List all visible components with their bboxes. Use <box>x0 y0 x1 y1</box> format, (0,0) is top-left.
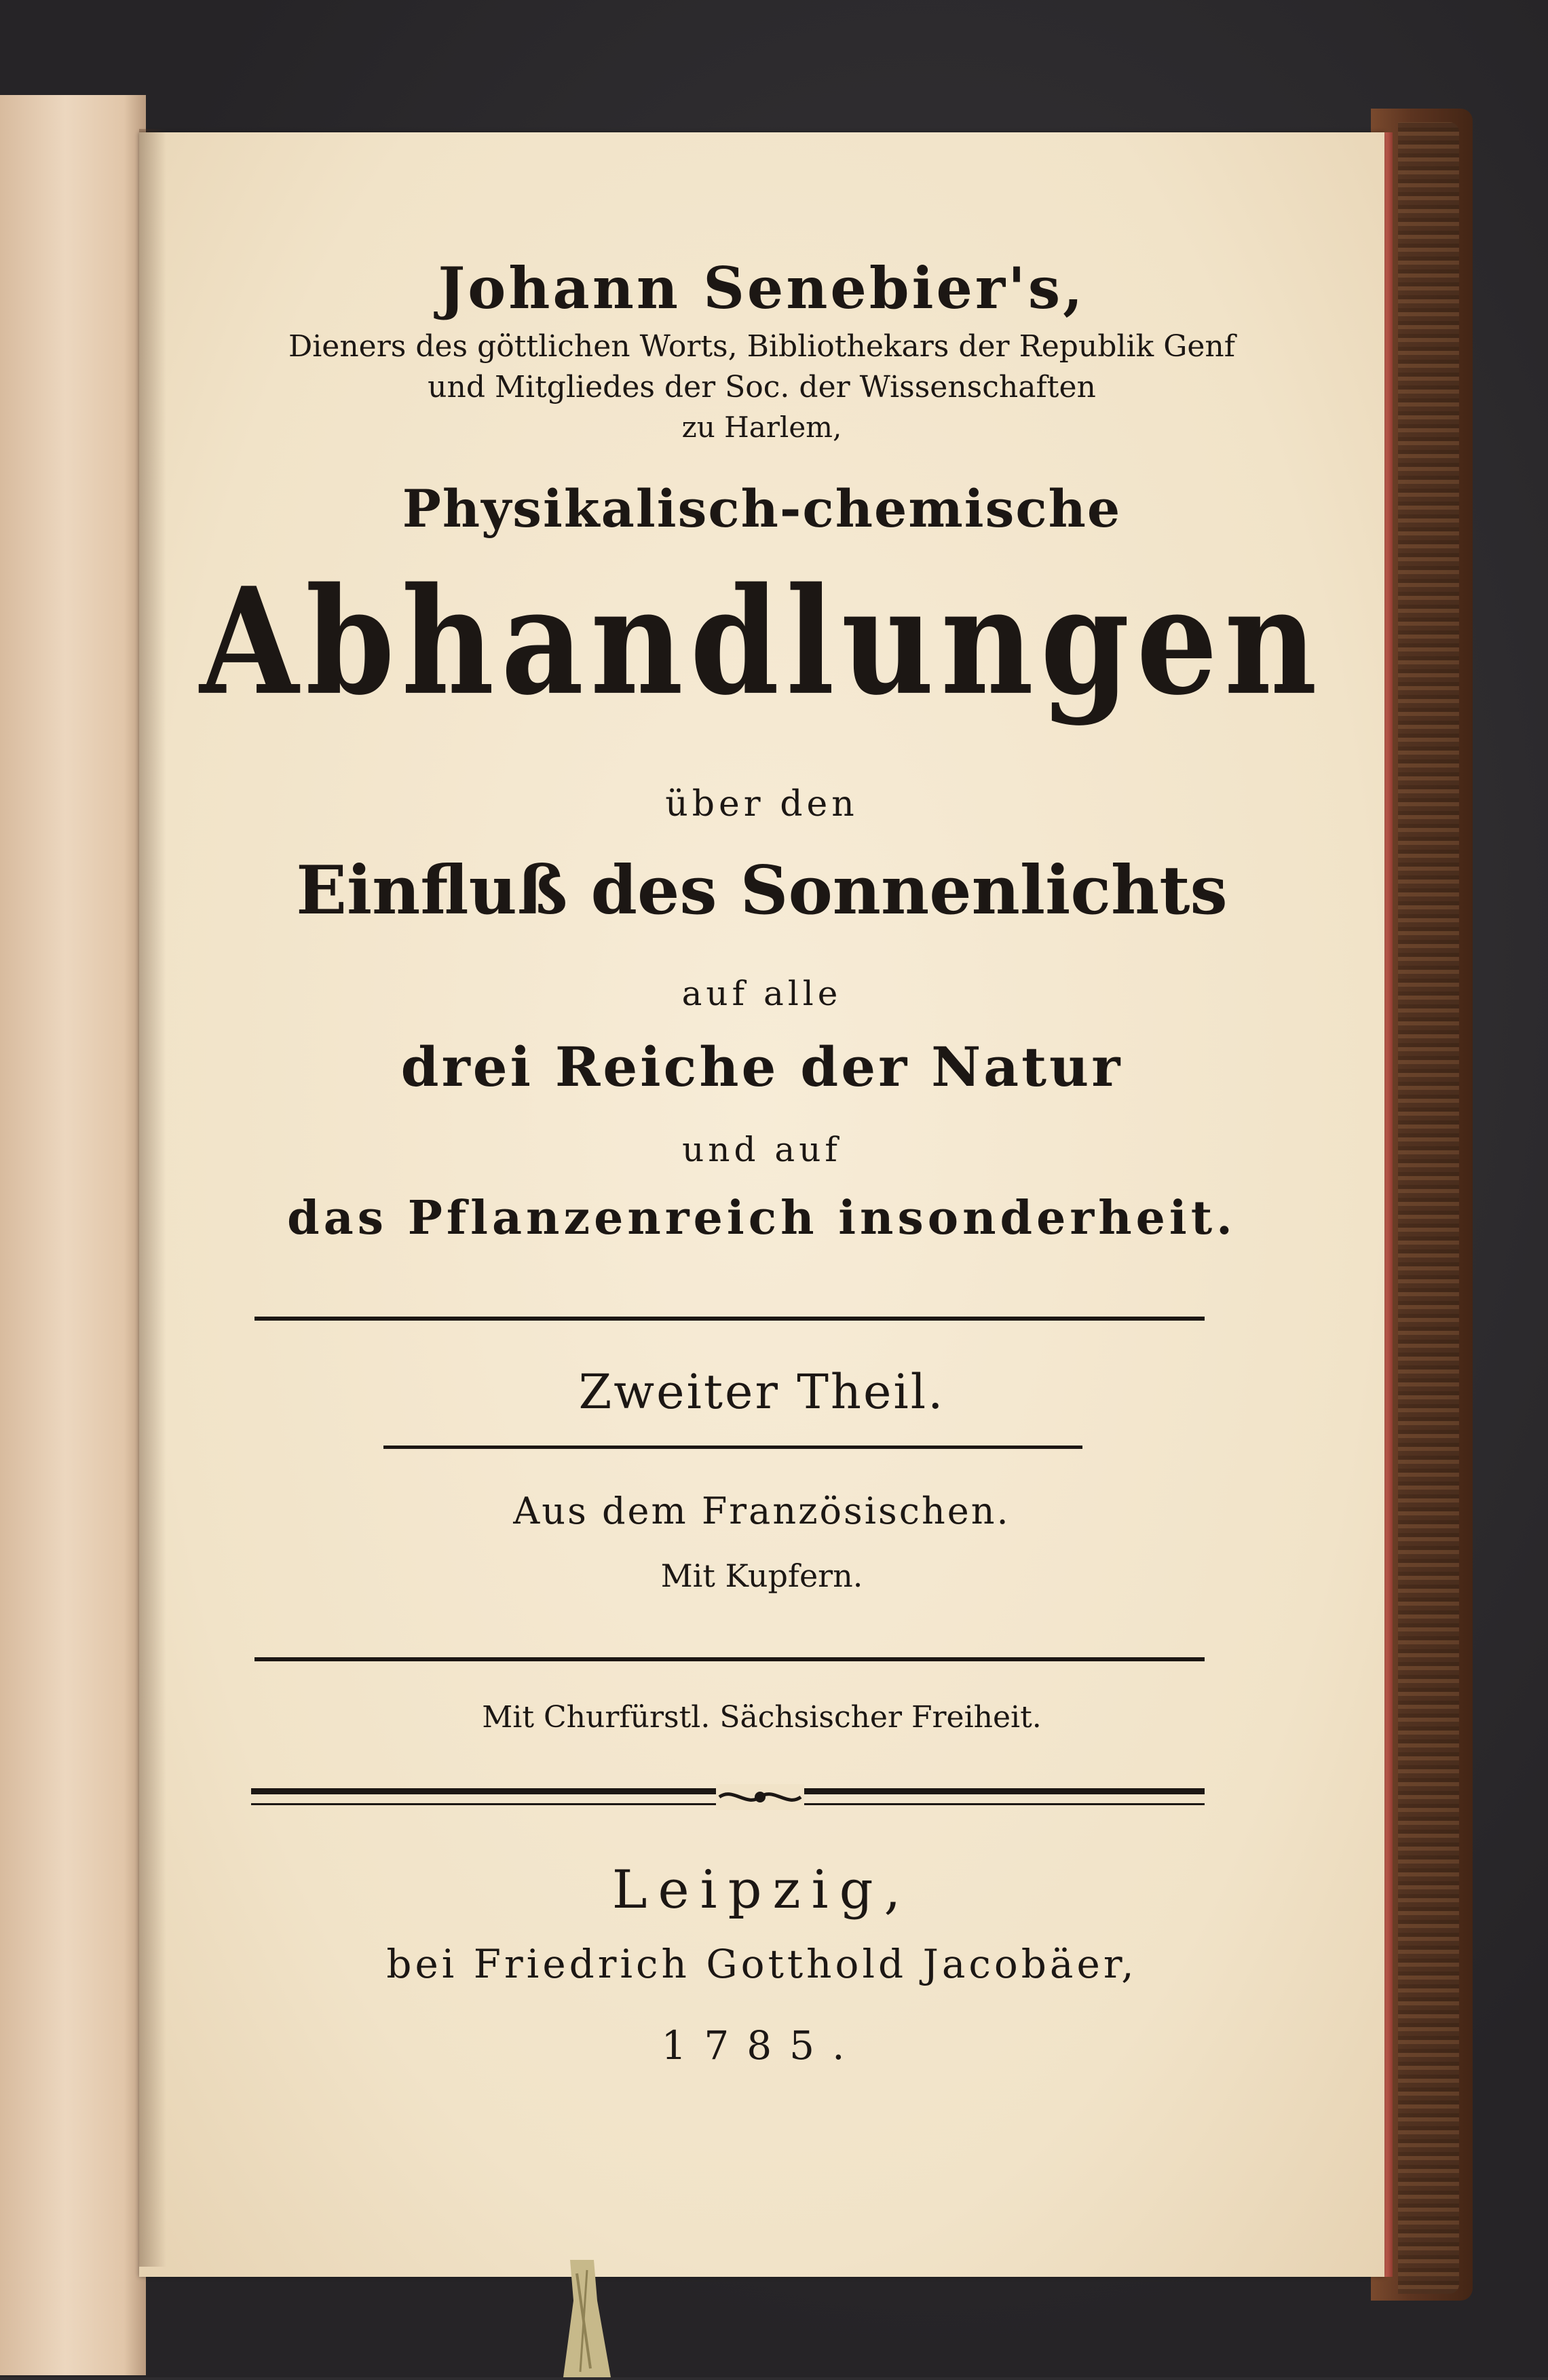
main-title: Abhandlungen <box>200 555 1324 728</box>
imprint-publisher: bei Friedrich Gotthold Jacobäer, <box>386 1941 1137 1987</box>
title-reiche: drei Reiche der Natur <box>400 1035 1123 1099</box>
author-name: Johann Senebier's, <box>438 254 1086 322</box>
title-connector-ueber: über den <box>665 784 858 825</box>
fleuron-ornament-icon <box>716 1784 804 1810</box>
page-gutter-shadow <box>139 129 166 2267</box>
privilege-note: Mit Churfürstl. Sächsischer Freiheit. <box>482 1700 1042 1735</box>
author-office-line-1: Dieners des göttlichen Worts, Bibliothekars der Republik Genf <box>288 329 1236 364</box>
title-einfluss: Einfluß des Sonnenlichts <box>296 852 1228 930</box>
marbled-cover-edge <box>1398 122 1459 2294</box>
imprint-year: 1785. <box>661 2022 863 2069</box>
divider-rule-3 <box>254 1657 1205 1661</box>
translation-note: Aus dem Französischen. <box>513 1490 1011 1532</box>
plates-note: Mit Kupfern. <box>660 1557 863 1594</box>
author-office-line-3: zu Harlem, <box>681 411 842 444</box>
divider-rule-1 <box>254 1317 1205 1321</box>
left-page-edge <box>0 95 146 2375</box>
title-connector-und-auf: und auf <box>682 1130 842 1169</box>
title-connector-auf-alle: auf alle <box>681 974 842 1013</box>
title-pflanzenreich: das Pflanzenreich insonderheit. <box>287 1191 1236 1245</box>
author-office-line-2: und Mitgliedes der Soc. der Wissenschaften <box>428 370 1096 404</box>
ribbon-bookmark-icon <box>556 2260 618 2377</box>
title-subtitle: Physikalisch-chemische <box>402 478 1122 539</box>
divider-rule-2 <box>383 1446 1082 1449</box>
imprint-place: Leipzig, <box>611 1859 912 1921</box>
title-page <box>139 132 1384 2277</box>
volume-label: Zweiter Theil. <box>578 1364 945 1420</box>
